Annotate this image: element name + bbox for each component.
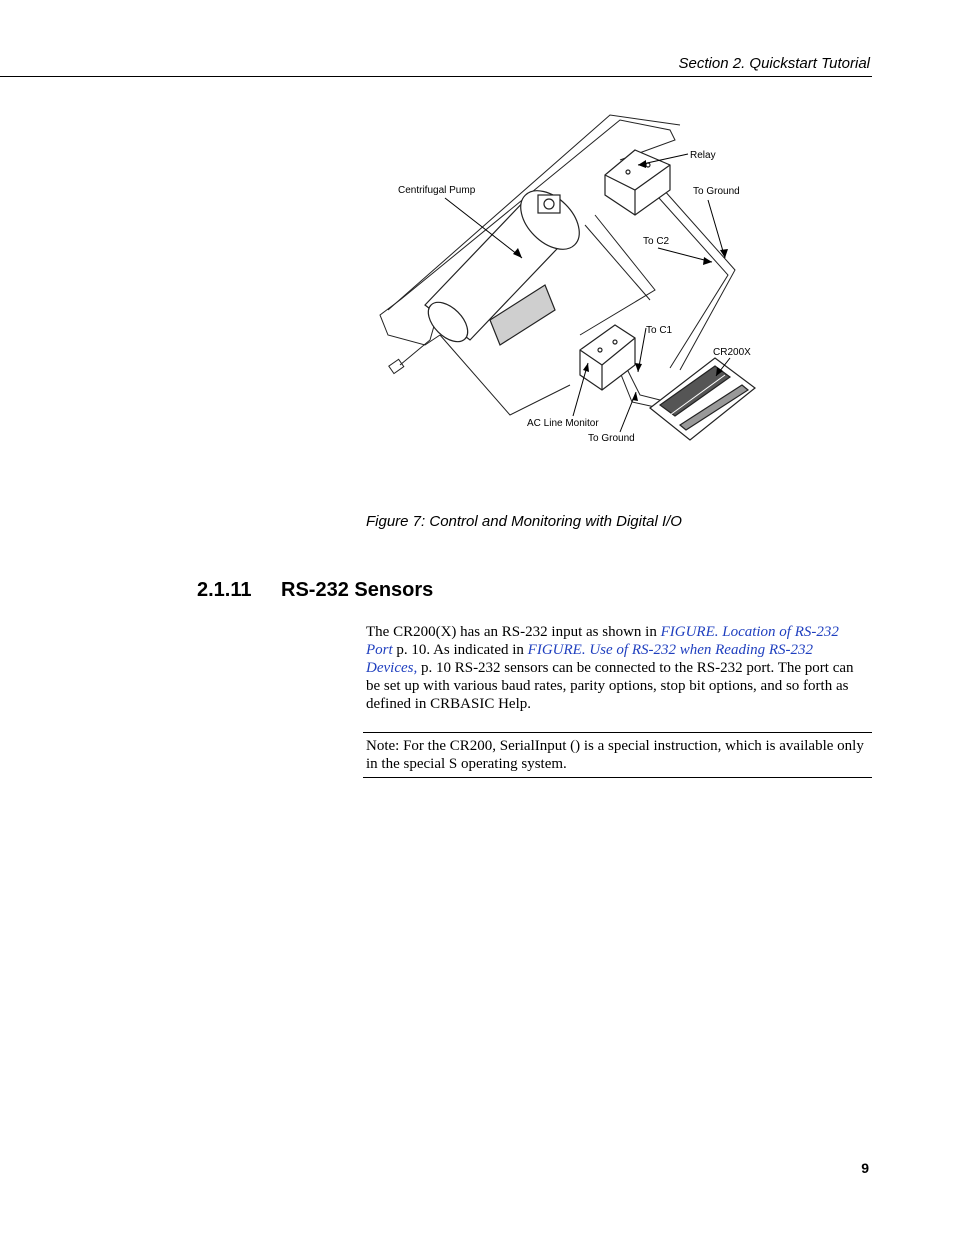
section-title: RS-232 Sensors xyxy=(281,579,434,601)
note-box: Note: For the CR200, SerialInput () is a special instruction, which is available only in the special S operating system. xyxy=(363,732,872,778)
paragraph-text-2: p. 10. As indicated in xyxy=(392,642,528,658)
header-rule xyxy=(0,76,872,77)
wire-relay-to-logger xyxy=(655,180,735,370)
plug xyxy=(389,359,404,373)
link-figure-location-rs232-port[interactable]: FIGURE. Location of RS-232 Port xyxy=(366,624,839,658)
label-to-ground-bottom: To Ground xyxy=(588,433,635,444)
figure-caption: Figure 7: Control and Monitoring with Digital I/O xyxy=(366,513,682,530)
wire-to-monitor xyxy=(440,335,570,415)
figure-control-monitoring xyxy=(370,110,770,455)
label-centrifugal-pump: Centrifugal Pump xyxy=(398,185,476,196)
wire-monitor-to-logger xyxy=(625,365,660,400)
label-ac-line-monitor: AC Line Monitor xyxy=(527,418,599,429)
label-to-c2: To C2 xyxy=(643,236,670,247)
label-to-c1: To C1 xyxy=(646,325,673,336)
section-heading xyxy=(197,579,433,602)
paragraph-text-1: The CR200(X) has an RS-232 input as shown in xyxy=(366,624,661,640)
label-relay: Relay xyxy=(690,150,716,161)
label-cr200x: CR200X xyxy=(713,347,751,358)
running-header: Section 2. Quickstart Tutorial xyxy=(678,55,870,72)
link-figure-use-rs232-devices[interactable]: FIGURE. Use of RS-232 when Reading RS-232 Devices, xyxy=(366,642,814,676)
label-to-ground-top: To Ground xyxy=(693,186,740,197)
wire-pump-right xyxy=(580,215,655,335)
cr200x-logger xyxy=(650,358,755,440)
body-paragraph xyxy=(366,623,866,713)
wire-relay-to-logger-2 xyxy=(650,188,728,368)
wire-pump-right-2 xyxy=(585,225,650,300)
wiring-diagram xyxy=(370,110,770,455)
ac-line-monitor-box xyxy=(580,325,635,390)
centrifugal-pump xyxy=(421,180,590,349)
section-number: 2.1.11 xyxy=(197,579,252,601)
page-number: 9 xyxy=(861,1160,869,1176)
paragraph-text-3: p. 10 RS-232 sensors can be connected to the RS-232 port. The port can be set up with various baud rates, parity options, stop bit options, and so forth as defined in CRBASIC Help. xyxy=(366,660,854,712)
